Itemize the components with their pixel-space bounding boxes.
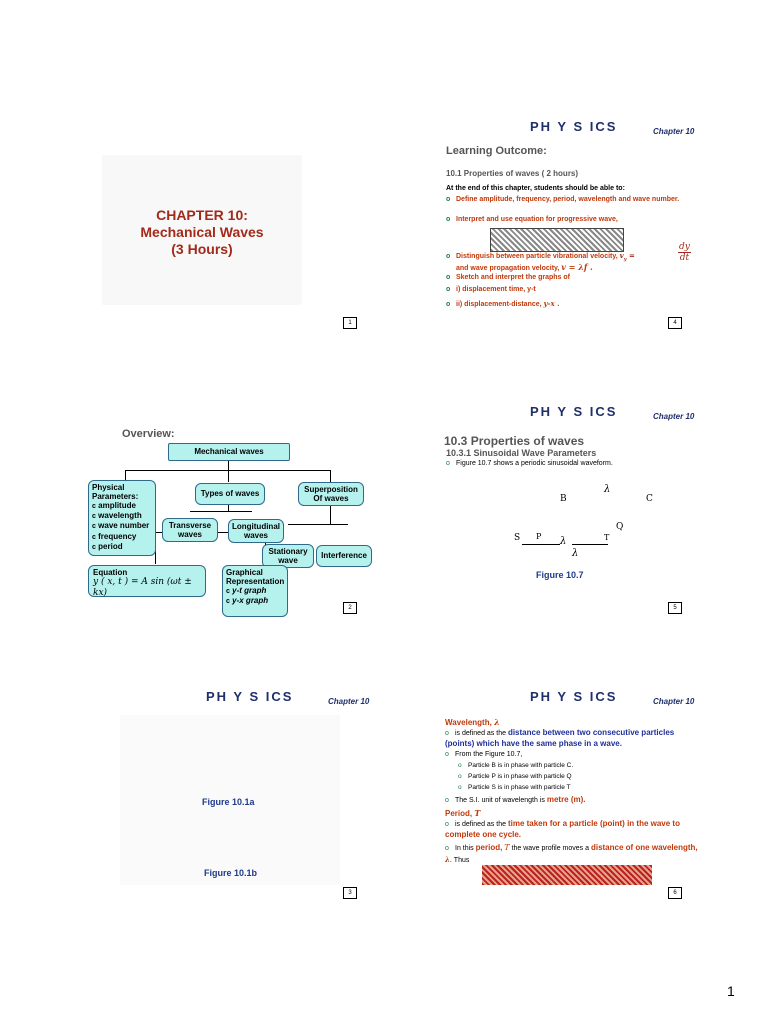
bullet-icon: o — [445, 845, 449, 852]
figure-intro-bullet: o Figure 10.7 shows a periodic sinusoidal waveform. — [446, 460, 613, 467]
wavelength-definition: o is defined as the distance between two consecutive particles (points) which have the same phase in a wave. — [445, 728, 675, 748]
node-interference: Interference — [316, 545, 372, 567]
period-profile-text: o In this period, T the wave profile moves a distance of one wavelength, λ. Thus — [445, 843, 698, 864]
formula-image — [482, 865, 652, 885]
slide-5 — [400, 390, 740, 620]
title-line-2: Mechanical Waves — [140, 224, 264, 240]
bullet-1: o Define amplitude, frequency, period, wavelength and wave number. — [446, 196, 680, 203]
bullet-icon: o — [446, 286, 451, 293]
wavelength-arrow — [572, 544, 608, 545]
bullet-icon: o — [446, 216, 451, 223]
sub-bullet-icon: o — [458, 773, 462, 780]
connector — [330, 470, 331, 482]
title-line-1: CHAPTER 10: — [156, 207, 248, 223]
figure-10-1a-caption: Figure 10.1a — [202, 797, 255, 807]
connector — [228, 470, 229, 482]
equation-title: Equation — [93, 568, 128, 577]
label-C: C — [646, 494, 653, 504]
bullet-3-cont: and wave propagation velocity, v = λf . — [456, 262, 593, 272]
graphical-title: Graphical Representation — [226, 568, 285, 587]
bullet-5: o i) displacement time, y-t — [446, 286, 536, 293]
physics-header: PH Y S ICS — [206, 689, 294, 704]
chapter-label: Chapter 10 — [653, 697, 695, 706]
node-graphical — [222, 565, 288, 617]
period-title: Period, T — [445, 808, 481, 818]
slide-6 — [400, 675, 740, 905]
slide-1 — [40, 105, 380, 335]
phase-item-3: o Particle S is in phase with particle T — [458, 784, 571, 791]
slide-page-number: 1 — [343, 317, 357, 329]
bullet-4: o Sketch and interpret the graphs of — [446, 274, 570, 281]
physical-params-title: Physical Parameters: — [92, 483, 139, 502]
bullet-3: o Distinguish between particle vibrational velocity, $v_y$ = — [446, 251, 635, 263]
graph-yx: c y-x graph — [226, 596, 269, 606]
figure-10-1b-caption: Figure 10.1b — [204, 868, 258, 878]
node-physical-parameters — [88, 480, 156, 556]
param-amplitude: c amplitude — [92, 501, 136, 511]
node-superposition: Superposition Of waves — [298, 482, 364, 506]
param-period: c period — [92, 541, 123, 551]
param-wavelength: c wavelength — [92, 511, 142, 521]
slide-page-number: 4 — [668, 317, 682, 329]
label-T: T — [604, 533, 610, 542]
si-unit: o The S.I. unit of wavelength is metre (m). — [445, 795, 586, 804]
sub-bullet-icon: o — [458, 762, 462, 769]
section-subheading: 10.3.1 Sinusoidal Wave Parameters — [446, 448, 597, 458]
learning-outcome-heading: Learning Outcome: — [446, 145, 547, 157]
bullet-icon: o — [446, 253, 451, 260]
label-lambda-bottom: λ — [572, 548, 579, 559]
bullet-icon: o — [445, 751, 449, 758]
subheading: 10.1 Properties of waves ( 2 hours) — [446, 169, 579, 178]
equation-image — [490, 228, 624, 252]
connector — [228, 460, 229, 470]
chapter-label: Chapter 10 — [653, 127, 695, 136]
wavelength-title: Wavelength, λ — [445, 717, 500, 727]
node-mechanical-waves: Mechanical waves — [168, 443, 290, 461]
physics-header: PH Y S ICS — [530, 689, 618, 704]
phase-item-1: o Particle B is in phase with particle C. — [458, 762, 574, 769]
label-P: P — [536, 532, 542, 541]
sub-bullet-icon: o — [458, 784, 462, 791]
label-lambda-mid: λ — [560, 536, 567, 547]
figure-caption: Figure 10.7 — [536, 570, 584, 580]
title-line-3: (3 Hours) — [171, 241, 233, 257]
node-types-of-waves: Types of waves — [195, 483, 265, 505]
bullet-icon: o — [446, 301, 451, 308]
param-frequency: c frequency — [92, 531, 137, 541]
page-number: 1 — [727, 983, 735, 999]
slide-page-number: 3 — [343, 887, 357, 899]
slide-page-number: 6 — [668, 887, 682, 899]
slide-2 — [40, 390, 380, 620]
slide-4 — [400, 105, 740, 335]
period-definition: o is defined as the time taken for a particle (point) in the wave to complete one cycle. — [445, 819, 680, 839]
node-transverse: Transverse waves — [162, 518, 218, 542]
dy-dt-fraction: dy dt — [679, 242, 690, 263]
slide-3 — [40, 675, 380, 905]
node-stationary: Stationary wave — [262, 544, 314, 568]
bullet-icon: o — [445, 821, 449, 828]
intro-text: At the end of this chapter, students should be able to: — [446, 185, 625, 192]
node-equation — [88, 565, 206, 597]
param-wave-number: c wave number — [92, 521, 150, 531]
bullet-icon: o — [445, 797, 449, 804]
bullet-icon: o — [446, 196, 451, 203]
equation-formula: y ( x, t ) = A sin (ωt ± kx) — [93, 577, 192, 598]
from-figure: o From the Figure 10.7, — [445, 751, 523, 758]
chapter-label: Chapter 10 — [328, 697, 370, 706]
connector — [190, 511, 252, 512]
chapter-label: Chapter 10 — [653, 412, 695, 421]
bullet-icon: o — [446, 460, 450, 467]
physics-header: PH Y S ICS — [530, 404, 618, 419]
slide-page-number: 2 — [343, 602, 357, 614]
label-lambda-top: λ — [604, 484, 611, 495]
node-longitudinal: Longitudinal waves — [228, 519, 284, 543]
section-heading: 10.3 Properties of waves — [444, 434, 585, 448]
wavelength-arrow — [522, 544, 560, 545]
phase-item-2: o Particle P is in phase with particle Q — [458, 773, 572, 780]
bullet-6: o ii) displacement-distance, y-x . — [446, 299, 560, 308]
graph-yt: c y-t graph — [226, 586, 267, 596]
slide-page-number: 5 — [668, 602, 682, 614]
label-Q: Q — [616, 522, 624, 532]
physics-header: PH Y S ICS — [530, 119, 618, 134]
bullet-icon: o — [445, 730, 449, 737]
bullet-icon: o — [446, 274, 451, 281]
label-S: S — [514, 533, 521, 543]
chapter-title — [102, 207, 302, 258]
bullet-2: o Interpret and use equation for progressive wave, — [446, 216, 618, 223]
connector — [288, 524, 348, 525]
overview-heading: Overview: — [122, 428, 175, 440]
label-B: B — [560, 494, 567, 504]
